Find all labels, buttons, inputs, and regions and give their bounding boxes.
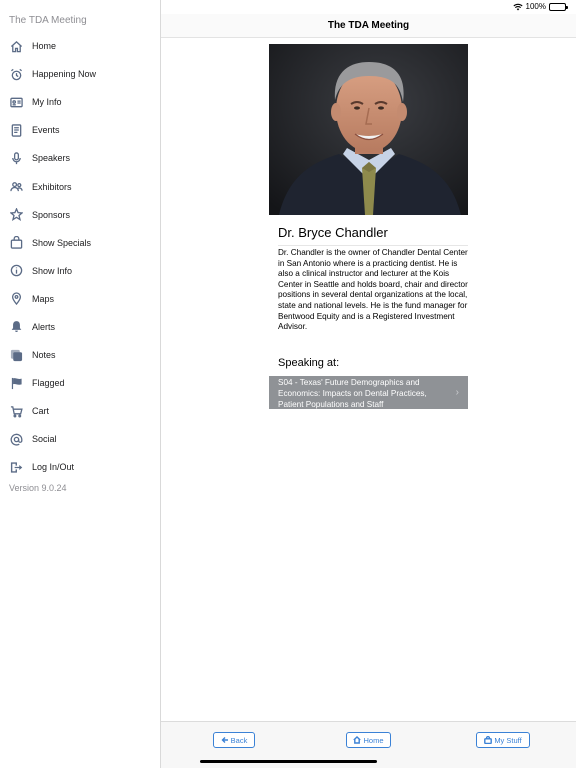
- microphone-icon: [9, 151, 23, 165]
- sidebar-item-cart[interactable]: [0, 397, 160, 425]
- home-icon: [353, 736, 361, 744]
- people-icon: [9, 180, 23, 194]
- sidebar-item-label: Maps: [32, 293, 55, 304]
- sidebar-item-home[interactable]: [0, 32, 160, 60]
- chevron-right-icon: ›: [455, 387, 459, 398]
- session-title: S04 - Texas' Future Demographics and Economics: Impacts on Dental Practices, Patient Populations and Staff: [278, 378, 427, 409]
- star-icon: [9, 208, 23, 222]
- sidebar-item-label: Flagged: [32, 378, 65, 389]
- shopping-bag-icon: [9, 236, 23, 250]
- sidebar-item-label: Alerts: [32, 321, 56, 332]
- at-sign-icon: [9, 432, 23, 446]
- document-icon: [9, 123, 23, 137]
- sidebar-item-speakers[interactable]: [0, 144, 160, 172]
- home-button-label: Home: [363, 735, 384, 745]
- sidebar-item-happening-now[interactable]: [0, 60, 160, 88]
- back-button[interactable]: [213, 732, 255, 748]
- sidebar-item-label: Show Info: [32, 265, 73, 276]
- sidebar-item-exhibitors[interactable]: [0, 172, 160, 200]
- sidebar-app-title: The TDA Meeting: [9, 15, 87, 26]
- page-title: The TDA Meeting: [327, 20, 410, 31]
- sidebar-item-label: Sponsors: [32, 209, 71, 220]
- sidebar-item-label: Happening Now: [32, 69, 97, 80]
- my-stuff-button[interactable]: [476, 732, 530, 748]
- speaker-bio: Dr. Chandler is the owner of Chandler Dental Center in San Antonio where is a practicing dentist. He is also a clinical instructor and lecturer at the Kois Center in Seattle and holds board, chair and director positions in several dental organizations at the local, state and national levels. He is the fund manager for Bentwood Equity and is a Registered Investment Advisor.: [278, 248, 468, 332]
- home-button[interactable]: [346, 732, 391, 748]
- nav-bar: [161, 14, 576, 38]
- app-version: Version 9.0.24: [9, 483, 67, 493]
- info-icon: [9, 264, 23, 278]
- id-card-icon: [9, 95, 23, 109]
- session-link[interactable]: [269, 376, 468, 409]
- speaker-photo: [269, 44, 468, 215]
- home-icon: [9, 39, 23, 53]
- bell-icon: [9, 320, 23, 334]
- battery-percent: 100%: [525, 2, 546, 11]
- sidebar-item-notes[interactable]: [0, 341, 160, 369]
- sidebar-item-log-in-out[interactable]: [0, 453, 160, 481]
- arrow-left-icon: [221, 736, 229, 744]
- sidebar-item-show-info[interactable]: [0, 257, 160, 285]
- notes-icon: [9, 348, 23, 362]
- sidebar-item-label: Social: [32, 434, 57, 445]
- flag-icon: [9, 376, 23, 390]
- sidebar-item-label: Events: [32, 125, 60, 136]
- log-in-out-icon: [9, 460, 23, 474]
- back-button-label: Back: [230, 735, 248, 745]
- sidebar-item-events[interactable]: [0, 116, 160, 144]
- bag-icon: [484, 736, 492, 744]
- sidebar-item-label: Cart: [32, 406, 50, 417]
- sidebar-item-show-specials[interactable]: [0, 229, 160, 257]
- map-pin-icon: [9, 292, 23, 306]
- sidebar-item-maps[interactable]: [0, 285, 160, 313]
- cart-icon: [9, 404, 23, 418]
- alarm-clock-icon: [9, 67, 23, 81]
- name-divider: [278, 245, 468, 246]
- home-indicator: [200, 760, 377, 763]
- sidebar-item-label: Show Specials: [32, 237, 92, 248]
- sidebar-item-label: Log In/Out: [32, 462, 75, 473]
- sidebar-item-flagged[interactable]: [0, 369, 160, 397]
- sidebar-item-social[interactable]: [0, 425, 160, 453]
- sidebar-item-sponsors[interactable]: [0, 201, 160, 229]
- speaker-name: Dr. Bryce Chandler: [278, 225, 388, 240]
- sidebar-item-label: Notes: [32, 350, 56, 361]
- sidebar-item-alerts[interactable]: [0, 313, 160, 341]
- sidebar: [0, 0, 161, 768]
- my-stuff-button-label: My Stuff: [494, 735, 522, 745]
- sidebar-item-my-info[interactable]: [0, 88, 160, 116]
- sidebar-item-label: Exhibitors: [32, 181, 72, 192]
- speaking-at-heading: Speaking at:: [278, 357, 340, 369]
- sidebar-item-label: Home: [32, 41, 57, 52]
- sidebar-item-label: Speakers: [32, 153, 71, 164]
- main-content: [161, 0, 576, 768]
- sidebar-item-label: My Info: [32, 97, 62, 108]
- sidebar-menu: [0, 32, 160, 482]
